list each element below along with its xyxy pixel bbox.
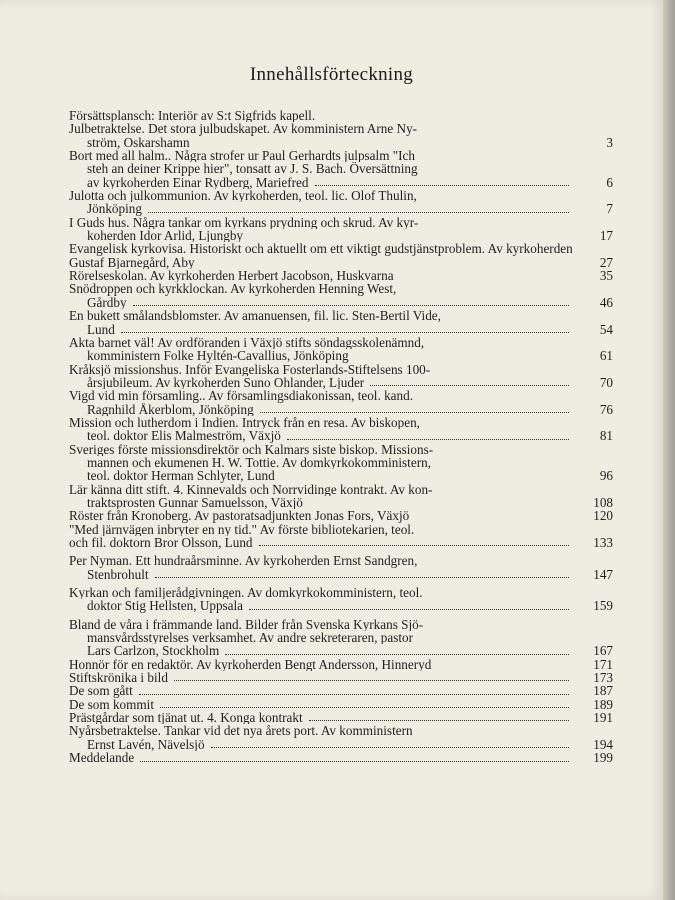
entry-line: Bort med all halm.. Några strofer ur Paul Gerhardts julpsalm "Ich (69, 149, 415, 163)
toc-entry (69, 443, 613, 483)
page-number: 191 (593, 710, 613, 726)
toc-entry (69, 189, 613, 216)
page-number: 3 (606, 134, 613, 150)
entry-line: Ernst Lavén, Nävelsjö (87, 737, 205, 752)
entry-line: Per Nyman. Ett hundraårsminne. Av kyrkoherden Ernst Sandgren, (69, 554, 418, 568)
entry-line: Jönköping (87, 202, 142, 216)
entry-line: Stiftskrönika i bild (69, 671, 168, 685)
page-number: 61 (599, 348, 613, 364)
entry-line: traktsprosten Gunnar Samuelsson, Växjö (87, 495, 303, 510)
toc-entry (69, 122, 613, 149)
page-number: 81 (599, 428, 613, 444)
dot-leader (315, 185, 569, 186)
toc-entry (69, 269, 613, 282)
entry-line: Bland de våra i främmande land. Bilder från Svenska Kyrkans Sjö- (69, 617, 424, 632)
entry-line: Röster från Kronoberg. Av pastoratsadjunkten Jonas Fors, Växjö (69, 509, 410, 523)
entry-line: teol. doktor Elis Malmeström, Växjö (87, 429, 281, 443)
page-number: 70 (599, 374, 613, 390)
toc-entry (69, 483, 613, 510)
toc-entry (69, 554, 613, 581)
entry-line: Rörelseskolan. Av kyrkoherden Herbert Jacobson, Huskvarna (69, 269, 394, 283)
dot-leader (309, 720, 569, 721)
entry-line: En bukett smålandsblomster. Av amanuensen, fil. lic. Sten-Bertil Vide, (69, 309, 441, 323)
entry-line: Ragnhild Åkerblom, Jönköping (87, 402, 254, 416)
entry-line: Försättsplansch: Interiör av S:t Sigfrids kapell. (69, 109, 316, 123)
entry-line: Honnör för en redaktör. Av kyrkoherden Bengt Andersson, Hinneryd (69, 657, 432, 672)
toc-entry (69, 751, 613, 764)
page-number: 171 (593, 656, 613, 672)
dot-leader (174, 680, 569, 681)
entry-line: Mission och lutherdom i Indien. Intryck från en resa. Av biskopen, (69, 415, 420, 430)
entry-line: Akta barnet väl! Av ordföranden i Växjö stifts söndagsskolenämnd, (69, 335, 425, 350)
entry-line: De som gått (69, 684, 133, 698)
page-edge (663, 0, 675, 900)
entry-line: Lund (87, 322, 115, 336)
toc-entry (69, 509, 613, 522)
toc-entry (69, 416, 613, 443)
entry-line: Snödroppen och kyrkklockan. Av kyrkoherden Henning West, (69, 282, 397, 296)
toc-entry (69, 586, 613, 613)
entry-line: Julotta och julkommunion. Av kyrkoherden, teol. lic. Olof Thulin, (69, 189, 417, 203)
entry-line: I Guds hus. Några tankar om kyrkans prydning och skrud. Av kyr- (69, 215, 419, 230)
page-number: 167 (593, 643, 613, 659)
toc-entry (69, 698, 613, 711)
dot-leader (287, 439, 569, 440)
entry-line: Prästgårdar som tjänat ut. 4. Konga kontrakt (69, 711, 303, 725)
toc-entry (69, 242, 613, 269)
toc-entry (69, 389, 613, 416)
entry-line: Evangelisk kyrkovisa. Historiskt och aktuellt om ett viktigt gudstjänstproblem. Av kyrkoherden Gustaf Bjarnegård, Aby (69, 242, 573, 270)
page-number: 96 (599, 468, 613, 484)
entry-line: Kyrkan och familjerådgivningen. Av domkyrkokomministern, teol. (69, 586, 423, 600)
table-of-contents (69, 109, 613, 765)
entry-line: av kyrkoherden Einar Rydberg, Mariefred (87, 175, 309, 190)
entry-line: Lars Carlzon, Stockholm (87, 644, 220, 658)
toc-entry (69, 618, 613, 658)
toc-entry (69, 336, 613, 363)
toc-entry (69, 282, 613, 309)
page-number: 17 (599, 228, 613, 244)
page-number: 108 (593, 494, 613, 510)
dot-leader (249, 609, 569, 610)
entry-line: ström, Oskarshamn (87, 135, 190, 150)
entry-line: mansvårdsstyrelses verksamhet. Av andre sekreteraren, pastor (87, 631, 414, 645)
page-number: 187 (593, 683, 613, 699)
toc-entry (69, 216, 613, 243)
dot-leader (160, 707, 569, 708)
page-number: 54 (599, 321, 613, 337)
toc-entry (69, 309, 613, 336)
page-number: 6 (606, 174, 613, 190)
entry-line: doktor Stig Hellsten, Uppsala (87, 599, 244, 613)
entry-line: mannen och ekumenen H. W. Tottie. Av domkyrkokomministern, (87, 455, 431, 470)
page-number: 147 (593, 566, 613, 582)
entry-line: koherden Idor Arlid, Ljungby (87, 229, 244, 243)
page-number: 194 (593, 736, 613, 752)
entry-line: Julbetraktelse. Det stora julbudskapet. Av komministern Arne Ny- (69, 122, 418, 136)
page-number: 35 (599, 268, 613, 284)
entry-line: Nyårsbetraktelse. Tankar vid det nya årets port. Av komministern (69, 724, 413, 738)
entry-line: och fil. doktorn Bror Olsson, Lund (69, 536, 253, 550)
toc-entry (69, 149, 613, 189)
page-number: 27 (599, 254, 613, 270)
entry-line: Stenbrohult (87, 567, 149, 582)
page-number: 46 (599, 294, 613, 310)
dot-leader (155, 577, 569, 578)
entry-line: Kråksjö missionshus. Inför Evangeliska Fosterlands-Stiftelsens 100- (69, 362, 431, 376)
entry-line: Vigd vid min församling.. Av församlingsdiakonissan, teol. kand. (69, 389, 413, 403)
dot-leader (211, 747, 569, 748)
dot-leader (370, 385, 569, 386)
dot-leader (140, 761, 569, 762)
page-number: 7 (606, 201, 613, 217)
toc-entry (69, 671, 613, 684)
toc-entry (69, 684, 613, 697)
dot-leader (225, 654, 569, 655)
page-number: 159 (593, 598, 613, 614)
entry-line: De som kommit (69, 697, 154, 712)
page-number: 173 (593, 670, 613, 686)
page-number: 120 (593, 508, 613, 524)
dot-leader (148, 212, 569, 213)
dot-leader (139, 694, 569, 695)
entry-line: Gårdby (87, 295, 127, 310)
entry-line: Sveriges förste missionsdirektör och Kalmars siste biskop. Missions- (69, 442, 434, 456)
dot-leader (121, 332, 569, 333)
page-title: Innehållsförteckning (249, 64, 414, 85)
entry-line: Meddelande (69, 751, 135, 765)
toc-entry (69, 363, 613, 390)
toc-entry (69, 724, 613, 751)
page-number: 189 (593, 696, 613, 712)
dot-leader (259, 545, 569, 546)
entry-line: komministern Folke Hyltén-Cavallius, Jönköping (87, 349, 349, 363)
page-number: 76 (599, 401, 613, 417)
dot-leader (260, 412, 569, 413)
entry-line: årsjubileum. Av kyrkoherden Suno Ohlander, Ljuder (87, 375, 365, 390)
entry-line: Lär känna ditt stift. 4. Kinnevalds och Norrvidinge kontrakt. Av kon- (69, 482, 433, 496)
page-number: 199 (593, 750, 613, 766)
dot-leader (133, 305, 569, 306)
toc-entry (69, 109, 613, 122)
toc-entry (69, 523, 613, 550)
entry-line: steh an deiner Krippe hier", tonsatt av J. S. Bach. Översättning (87, 162, 418, 176)
toc-entry (69, 658, 613, 671)
page-number: 133 (593, 535, 613, 550)
entry-line: "Med järnvägen inbryter en ny tid." Av förste bibliotekarien, teol. (69, 522, 415, 536)
entry-line: teol. doktor Herman Schlyter, Lund (87, 469, 275, 483)
toc-entry (69, 711, 613, 724)
